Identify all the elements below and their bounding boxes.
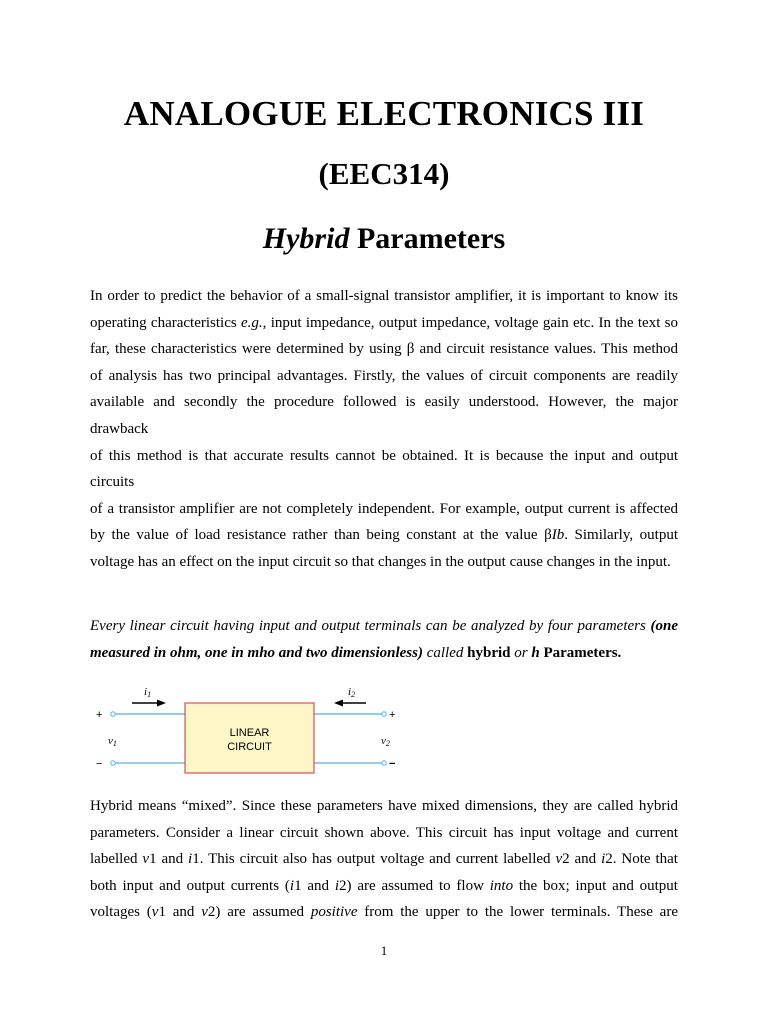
text-run: , input impedance, output impedance, voltage gain etc. In the text so xyxy=(262,314,678,331)
text-run: labelled xyxy=(90,851,143,868)
text-run-bold: Parameters. xyxy=(539,644,622,661)
explanation-paragraph xyxy=(90,793,678,926)
text-run-bold-italic: h xyxy=(531,644,540,661)
i1-arrow-head-icon xyxy=(157,700,166,707)
text-line: of analysis has two principal advantages. Firstly, the values of circuit components are readily xyxy=(90,367,678,384)
text-run-italic: i xyxy=(334,877,340,894)
text-run-italic: Ib xyxy=(551,527,565,544)
text-run-italic: v xyxy=(555,851,563,868)
text-run-italic: v xyxy=(201,904,208,921)
input-plus-sign: + xyxy=(96,709,103,721)
text-line: In order to predict the behavior of a small-signal transistor amplifier, it is important to know its xyxy=(90,288,678,304)
page-number: 1 xyxy=(380,943,388,958)
text-run: by the value of load resistance rather than being constant at the value β xyxy=(90,527,552,544)
text-run-italic: i xyxy=(601,851,606,868)
text-run-italic: into xyxy=(489,877,514,894)
section-heading xyxy=(0,222,768,256)
text-run: 2 and xyxy=(562,851,602,868)
input-minus-sign: − xyxy=(96,758,103,770)
text-run: the box; input and output xyxy=(513,877,678,894)
text-line: of this method is that accurate results cannot be obtained. It is because the input and output xyxy=(90,447,678,464)
i1-label: i1 xyxy=(144,686,152,699)
output-plus-sign: + xyxy=(389,709,396,721)
text-run-italic: positive xyxy=(310,904,358,921)
text-line xyxy=(90,899,678,926)
text-line: Hybrid means “mixed”. Since these parameters have mixed dimensions, they are called hybrid xyxy=(90,798,678,814)
text-line xyxy=(90,873,678,900)
text-run-italic: v xyxy=(142,851,150,868)
heading-rest: Parameters xyxy=(349,222,506,255)
text-line xyxy=(90,613,678,640)
i2-label: i2 xyxy=(348,686,356,699)
text-run: . Similarly, output xyxy=(564,527,678,544)
text-run-italic: i xyxy=(289,877,295,894)
output-minus-terminal xyxy=(382,761,386,765)
text-line: voltage has an effect on the input circuit so that changes in the output cause changes in the input. xyxy=(90,553,671,570)
text-line xyxy=(90,846,678,873)
text-run: both input and output currents ( xyxy=(90,877,290,894)
text-run: from the upper to the lower terminals. These are xyxy=(357,904,678,921)
text-line: parameters. Consider a linear circuit shown above. This circuit has input voltage and current xyxy=(90,824,678,841)
text-line xyxy=(90,522,678,549)
heading-italic-word: Hybrid xyxy=(262,222,350,255)
text-run: voltages ( xyxy=(90,904,152,921)
course-title: ANALOGUE ELECTRONICS III xyxy=(123,94,645,133)
text-line xyxy=(90,640,678,667)
text-run: 1 and xyxy=(294,877,335,894)
text-run: 1 and xyxy=(149,851,189,868)
text-run-italic: called xyxy=(422,644,468,661)
linear-circuit-diagram xyxy=(94,686,404,778)
text-run-bold: hybrid xyxy=(467,644,511,661)
text-line: drawback xyxy=(90,420,149,437)
text-run: 2) are assumed to flow xyxy=(339,877,490,894)
text-run-italic: i xyxy=(188,851,193,868)
text-line xyxy=(90,310,678,337)
text-run-italic: or xyxy=(510,644,532,661)
text-run: operating characteristics xyxy=(90,314,241,331)
box-label-line1: LINEAR xyxy=(229,727,270,739)
text-run-bold-italic: measured in ohm, one in mho and two dimensionless) xyxy=(90,644,423,661)
text-run: 2) are assumed xyxy=(207,904,311,921)
input-minus-terminal xyxy=(111,761,115,765)
i2-arrow-head-icon xyxy=(334,700,343,707)
course-code: (EEC314) xyxy=(318,156,450,191)
input-plus-terminal xyxy=(111,712,115,716)
output-plus-terminal xyxy=(382,712,386,716)
box-label-line2: CIRCUIT xyxy=(227,741,272,753)
text-line: available and secondly the procedure followed is easily understood. However, the major xyxy=(90,394,678,411)
text-run-italic: v xyxy=(151,904,159,921)
v2-label: v2 xyxy=(381,735,390,748)
text-line: of a transistor amplifier are not completely independent. For example, output current is affected xyxy=(90,500,678,517)
v1-label: v1 xyxy=(108,735,117,748)
intro-paragraph xyxy=(90,283,678,576)
text-run: 1 and xyxy=(158,904,202,921)
text-line: circuits xyxy=(90,474,135,491)
text-run-italic: Every linear circuit having input and output terminals can be analyzed by four parameters xyxy=(90,618,651,634)
definition-paragraph xyxy=(90,613,678,666)
text-run-bold-italic: (one xyxy=(650,618,678,634)
text-run: 1. This circuit also has output voltage and current labelled xyxy=(192,851,556,868)
text-line: far, these characteristics were determined by using β and circuit resistance values. This method xyxy=(90,341,678,358)
output-minus-sign: − xyxy=(389,758,396,770)
text-run: 2. Note that xyxy=(605,851,678,868)
text-run-italic: e.g. xyxy=(241,314,263,331)
